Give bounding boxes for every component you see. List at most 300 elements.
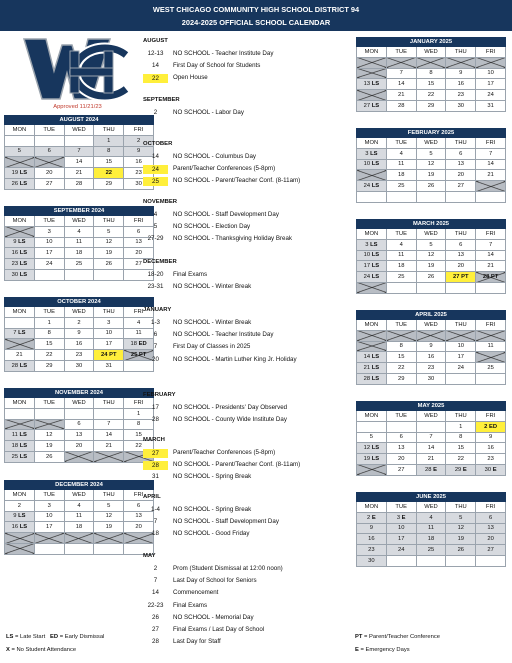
calendar-day: 27	[386, 464, 416, 475]
calendar-day	[5, 339, 35, 350]
day-of-week: FRI	[476, 138, 506, 149]
calendar-day: 16 LS	[5, 522, 35, 533]
day-of-week: FRI	[476, 502, 506, 513]
day-of-week: TUE	[386, 320, 416, 331]
calendar-month-title: AUGUST 2024	[5, 116, 154, 125]
calendar-day: 29 E	[446, 464, 476, 475]
event-text: NO SCHOOL - Spring Break	[173, 473, 252, 481]
calendar-day: 13 LS	[357, 79, 387, 90]
calendar-day: 26	[34, 451, 64, 462]
calendar-right-4	[356, 401, 506, 476]
calendar-day: 13	[124, 511, 154, 522]
event-section-title: MARCH	[143, 437, 165, 443]
calendar-left-3	[4, 388, 154, 463]
day-of-week: THU	[446, 229, 476, 240]
calendar-day: 5	[94, 226, 124, 237]
calendar-day: 18	[386, 170, 416, 181]
day-of-week: WED	[416, 411, 446, 422]
event-date: 7	[153, 577, 158, 585]
event-date: 27	[152, 626, 159, 633]
day-of-week: MON	[357, 229, 387, 240]
calendar-day: 30 LS	[5, 269, 35, 280]
calendar-day: 8	[94, 146, 124, 157]
day-of-week: WED	[416, 138, 446, 149]
calendar-right-0	[356, 37, 506, 112]
event-text: Commencement	[173, 589, 219, 597]
calendar-day: 30	[64, 360, 94, 371]
calendar-day: 13	[476, 523, 506, 534]
calendar-day: 24 LS	[357, 272, 387, 283]
calendar-day	[357, 330, 387, 341]
calendar-day: 22	[124, 441, 154, 452]
calendar-left-2	[4, 297, 154, 372]
calendar-day: 26	[416, 272, 446, 283]
calendar-day: 30	[124, 178, 154, 189]
calendar-day: 12	[94, 511, 124, 522]
event-text: NO SCHOOL - Winter Break	[173, 283, 252, 291]
day-of-week: TUE	[386, 47, 416, 58]
calendar-day: 28 LS	[5, 360, 35, 371]
calendar-day: 6	[446, 148, 476, 159]
calendar-day	[416, 191, 446, 202]
calendar-day	[34, 408, 64, 419]
event-text: Prom (Student Dismissal at 12:00 noon)	[173, 565, 283, 572]
calendar-day: 23	[124, 168, 154, 179]
event-date: 26	[152, 613, 159, 621]
calendar-day	[446, 555, 476, 566]
event-date: 2	[153, 565, 158, 572]
calendar-day: 9 LS	[5, 237, 35, 248]
calendar-day: 12	[416, 159, 446, 170]
day-of-week: THU	[94, 307, 124, 318]
calendar-day: 16 LS	[5, 248, 35, 259]
calendar-day	[476, 330, 506, 341]
calendar-day: 7	[476, 148, 506, 159]
calendar-day	[64, 533, 94, 544]
calendar-day: 11	[124, 328, 154, 339]
calendar-right-1	[356, 128, 506, 203]
calendar-day: 15	[416, 79, 446, 90]
event-text: Final Exams	[173, 601, 208, 609]
event-text: NO SCHOOL - Teacher Institute Day	[173, 331, 274, 339]
day-of-week: THU	[446, 411, 476, 422]
calendar-day	[357, 170, 387, 181]
event-date: 17	[152, 404, 159, 411]
calendar-day: 4	[124, 317, 154, 328]
calendar-day: 7	[416, 432, 446, 443]
calendar-day: 2	[64, 317, 94, 328]
event-section-title: DECEMBER	[143, 259, 177, 265]
calendar-day: 2	[124, 135, 154, 146]
calendar-month-title: APRIL 2025	[357, 311, 506, 320]
calendar-day: 21	[5, 350, 35, 361]
calendar-day	[416, 330, 446, 341]
calendar-day: 7	[94, 419, 124, 430]
calendar-month-title: SEPTEMBER 2024	[5, 207, 154, 216]
calendar-day: 4	[386, 148, 416, 159]
calendar-day	[5, 317, 35, 328]
calendar-day: 6	[446, 239, 476, 250]
calendar-day: 19	[446, 534, 476, 545]
calendar-day: 16	[357, 534, 387, 545]
day-of-week: WED	[416, 502, 446, 513]
calendar-day	[34, 269, 64, 280]
calendar-day: 3 E	[386, 512, 416, 523]
calendar-day: 13	[124, 237, 154, 248]
day-of-week: TUE	[34, 307, 64, 318]
day-of-week: MON	[357, 320, 387, 331]
calendar-day: 25	[386, 181, 416, 192]
event-date: 28	[143, 461, 168, 470]
calendar-day: 5	[357, 432, 387, 443]
calendar-day: 20	[34, 168, 64, 179]
calendar-day: 29	[34, 360, 64, 371]
calendar-day	[5, 226, 35, 237]
day-of-week: TUE	[386, 138, 416, 149]
day-of-week: FRI	[476, 229, 506, 240]
day-of-week: FRI	[124, 490, 154, 501]
calendar-day: 17	[476, 79, 506, 90]
calendar-day: 14	[476, 250, 506, 261]
day-of-week: MON	[357, 47, 387, 58]
event-section-title: JANUARY	[143, 307, 172, 313]
calendar-day: 20	[64, 441, 94, 452]
day-of-week: FRI	[124, 307, 154, 318]
calendar-day: 25	[64, 259, 94, 270]
calendar-day: 14	[386, 79, 416, 90]
calendar-day: 4	[416, 512, 446, 523]
calendar-day: 21 LS	[357, 363, 387, 374]
calendar-day	[34, 533, 64, 544]
calendar-day: 20	[124, 522, 154, 533]
event-text: NO SCHOOL - Memorial Day	[173, 613, 254, 621]
event-date: 14	[152, 62, 159, 70]
day-of-week: WED	[416, 47, 446, 58]
calendar-right-3	[356, 310, 506, 385]
event-section-title: AUGUST	[143, 38, 168, 44]
event-text: Parent/Teacher Conferences (5-8pm)	[173, 449, 276, 456]
calendar-day: 27 PT	[446, 272, 476, 283]
event-date: 1-3	[151, 319, 160, 326]
calendar-day: 18	[416, 534, 446, 545]
calendar-day	[357, 421, 387, 432]
calendar-day: 13	[446, 250, 476, 261]
calendar-day	[64, 135, 94, 146]
calendar-month-title: FEBRUARY 2025	[357, 129, 506, 138]
calendar-day: 24	[476, 90, 506, 101]
calendar-day: 10	[476, 68, 506, 79]
calendar-day: 1	[94, 135, 124, 146]
day-of-week: THU	[446, 502, 476, 513]
calendar-day: 30 E	[476, 464, 506, 475]
calendar-day	[386, 330, 416, 341]
calendar-day	[476, 373, 506, 384]
calendar-day: 26	[416, 181, 446, 192]
event-date: 27-29	[147, 235, 164, 243]
calendar-day: 5	[446, 512, 476, 523]
calendar-day	[34, 419, 64, 430]
calendar-day: 12	[34, 430, 64, 441]
calendar-day: 9	[476, 432, 506, 443]
calendar-day: 24	[386, 545, 416, 556]
calendar-left-1	[4, 206, 154, 281]
approval-note: Approved 11/21/23	[53, 104, 102, 110]
calendar-day: 16	[446, 79, 476, 90]
calendar-day: 15	[34, 339, 64, 350]
calendar-day: 4	[64, 226, 94, 237]
calendar-day	[386, 555, 416, 566]
calendar-day: 21	[94, 441, 124, 452]
calendar-day	[476, 352, 506, 363]
calendar-day: 19 LS	[5, 168, 35, 179]
event-section-title: APRIL	[143, 494, 161, 500]
calendar-day: 4	[386, 239, 416, 250]
calendar-day: 10	[446, 341, 476, 352]
event-date: 31	[152, 473, 159, 481]
event-text: Final Exams	[173, 271, 208, 278]
calendar-day	[64, 451, 94, 462]
calendar-day: 24 PT	[94, 350, 124, 361]
event-date: 23-31	[147, 283, 164, 291]
calendar-day	[416, 555, 446, 566]
calendar-day	[34, 135, 64, 146]
calendar-day: 28 PT	[476, 272, 506, 283]
event-section-title: OCTOBER	[143, 141, 173, 147]
calendar-day: 19	[34, 441, 64, 452]
day-of-week: MON	[5, 125, 35, 136]
calendar-day: 20	[386, 454, 416, 465]
calendar-day: 27	[446, 181, 476, 192]
calendar-day: 18	[64, 248, 94, 259]
calendar-day: 14	[476, 159, 506, 170]
day-of-week: THU	[446, 138, 476, 149]
calendar-day: 21	[476, 170, 506, 181]
calendar-day: 23	[476, 454, 506, 465]
event-date: 5	[153, 223, 158, 231]
calendar-day: 30	[357, 555, 387, 566]
calendar-day: 28 E	[416, 464, 446, 475]
day-of-week: FRI	[124, 125, 154, 136]
day-of-week: WED	[64, 307, 94, 318]
event-text: NO SCHOOL - Labor Day	[173, 109, 244, 116]
calendar-day: 9	[446, 68, 476, 79]
legend-x: X = No Student Attendance	[6, 647, 77, 653]
calendar-day: 31	[476, 100, 506, 111]
district-title: WEST CHICAGO COMMUNITY HIGH SCHOOL DISTRICT 94	[152, 5, 360, 14]
calendar-day: 29	[386, 373, 416, 384]
calendar-right-2	[356, 219, 506, 294]
calendar-day	[357, 341, 387, 352]
event-date: 25	[143, 177, 168, 186]
calendar-day: 19 LS	[357, 454, 387, 465]
calendar-day: 27 LS	[357, 100, 387, 111]
event-text: NO SCHOOL - Teacher Institute Day	[173, 50, 274, 57]
calendar-day: 12	[416, 250, 446, 261]
calendar-day: 2	[5, 500, 35, 511]
calendar-day: 16	[416, 352, 446, 363]
calendar-day: 11	[416, 523, 446, 534]
calendar-day: 24	[446, 363, 476, 374]
calendar-day: 5	[5, 146, 35, 157]
calendar-day: 2 E	[357, 512, 387, 523]
event-text: First Day of Classes in 2025	[173, 343, 251, 351]
calendar-day: 1	[446, 421, 476, 432]
calendar-day: 10 LS	[357, 250, 387, 261]
event-date: 2	[153, 109, 158, 116]
calendar-day: 17	[34, 522, 64, 533]
event-text: NO SCHOOL - County Wide Institute Day	[173, 416, 287, 424]
calendar-day	[476, 555, 506, 566]
calendar-left-4	[4, 480, 154, 555]
calendar-day: 6	[64, 419, 94, 430]
event-text: NO SCHOOL - Good Friday	[173, 530, 250, 538]
calendar-day	[386, 282, 416, 293]
calendar-month-title: MAY 2025	[357, 402, 506, 411]
calendar-day: 30	[446, 100, 476, 111]
calendar-day	[34, 543, 64, 554]
calendar-day: 6	[124, 500, 154, 511]
calendar-day: 6	[124, 226, 154, 237]
calendar-day	[446, 282, 476, 293]
calendar-day: 23	[446, 90, 476, 101]
calendar-day: 13	[446, 159, 476, 170]
day-of-week: FRI	[476, 320, 506, 331]
event-date: 1-4	[151, 506, 160, 513]
event-text: NO SCHOOL - Thanksgiving Holiday Break	[173, 235, 292, 243]
calendar-day: 16	[64, 339, 94, 350]
day-of-week: FRI	[124, 398, 154, 409]
calendar-month-title: NOVEMBER 2024	[5, 389, 154, 398]
calendar-day	[416, 282, 446, 293]
calendar-day: 27	[476, 545, 506, 556]
calendar-day: 14	[64, 157, 94, 168]
event-text: NO SCHOOL - Staff Development Day	[173, 211, 279, 218]
event-date: 18-20	[147, 271, 164, 278]
calendar-day	[476, 181, 506, 192]
calendar-day: 17	[34, 248, 64, 259]
day-of-week: MON	[357, 502, 387, 513]
calendar-day: 14	[416, 443, 446, 454]
calendar-day: 26	[446, 545, 476, 556]
day-of-week: MON	[5, 307, 35, 318]
calendar-day: 10	[94, 328, 124, 339]
calendar-day	[5, 543, 35, 554]
calendar-day	[64, 408, 94, 419]
event-date: 28	[152, 638, 159, 646]
calendar-day: 10 LS	[357, 159, 387, 170]
event-date: 22-23	[147, 601, 164, 609]
district-logo	[22, 37, 132, 105]
calendar-day: 12 LS	[357, 443, 387, 454]
calendar-day: 9	[416, 341, 446, 352]
calendar-day	[64, 543, 94, 554]
calendar-day	[94, 408, 124, 419]
calendar-day	[386, 191, 416, 202]
calendar-day	[5, 157, 35, 168]
calendar-day: 20	[476, 534, 506, 545]
calendar-day: 21	[64, 168, 94, 179]
calendar-day	[5, 135, 35, 146]
calendar-day: 29	[94, 178, 124, 189]
day-of-week: MON	[357, 411, 387, 422]
event-text: NO SCHOOL - Winter Break	[173, 319, 252, 326]
event-text: NO SCHOOL - Election Day	[173, 223, 251, 231]
calendar-day: 8	[416, 68, 446, 79]
calendar-day: 2 ED	[476, 421, 506, 432]
calendar-day: 25	[476, 363, 506, 374]
calendar-day: 13	[64, 430, 94, 441]
event-date: 14	[152, 589, 159, 597]
calendar-day	[446, 191, 476, 202]
calendar-day: 1	[124, 408, 154, 419]
event-text: First Day of School for Students	[173, 62, 261, 70]
calendar-day: 10	[386, 523, 416, 534]
page-header	[0, 0, 512, 31]
calendar-day: 11	[476, 341, 506, 352]
calendar-day: 31	[94, 360, 124, 371]
calendar-day: 23 LS	[5, 259, 35, 270]
calendar-day: 9 LS	[5, 511, 35, 522]
calendar-day: 9	[124, 146, 154, 157]
calendar-day: 23	[64, 350, 94, 361]
event-date: 22	[143, 74, 168, 83]
event-section-title: NOVEMBER	[143, 199, 178, 205]
calendar-day	[94, 269, 124, 280]
event-date: 27	[143, 449, 168, 458]
calendar-day: 15	[94, 157, 124, 168]
calendar-day: 19	[416, 261, 446, 272]
calendar-day: 3	[94, 317, 124, 328]
day-of-week: WED	[64, 216, 94, 227]
calendar-day: 17 LS	[357, 261, 387, 272]
calendar-day	[5, 408, 35, 419]
event-text: NO SCHOOL - Parent/Teacher Conf. (8-11am)	[173, 461, 301, 469]
calendar-day: 5	[416, 239, 446, 250]
day-of-week: THU	[94, 125, 124, 136]
calendar-day	[476, 57, 506, 68]
calendar-day: 6	[34, 146, 64, 157]
day-of-week: MON	[5, 398, 35, 409]
calendar-day: 17	[446, 352, 476, 363]
calendar-day: 13	[386, 443, 416, 454]
calendar-day	[386, 57, 416, 68]
day-of-week: FRI	[124, 216, 154, 227]
event-text: NO SCHOOL - Columbus Day	[173, 153, 256, 160]
day-of-week: TUE	[34, 398, 64, 409]
calendar-day: 17	[386, 534, 416, 545]
day-of-week: THU	[446, 47, 476, 58]
event-section-title: SEPTEMBER	[143, 97, 180, 103]
calendar-month-title: MARCH 2025	[357, 220, 506, 229]
calendar-day: 22	[416, 90, 446, 101]
calendar-day	[476, 282, 506, 293]
calendar-day: 25 PT	[124, 350, 154, 361]
calendar-day: 12	[446, 523, 476, 534]
calendar-right-5	[356, 492, 506, 567]
day-of-week: THU	[94, 490, 124, 501]
calendar-title: 2024-2025 OFFICIAL SCHOOL CALENDAR	[181, 18, 331, 27]
calendar-day: 11	[64, 237, 94, 248]
event-text: Open House	[173, 74, 208, 82]
day-of-week: MON	[5, 216, 35, 227]
calendar-day: 5	[416, 148, 446, 159]
calendar-day: 21	[386, 90, 416, 101]
legend-e: E = Emergency Days	[355, 647, 410, 653]
day-of-week: WED	[64, 125, 94, 136]
calendar-day: 27	[34, 178, 64, 189]
calendar-day: 6	[386, 432, 416, 443]
calendar-day: 21	[416, 454, 446, 465]
